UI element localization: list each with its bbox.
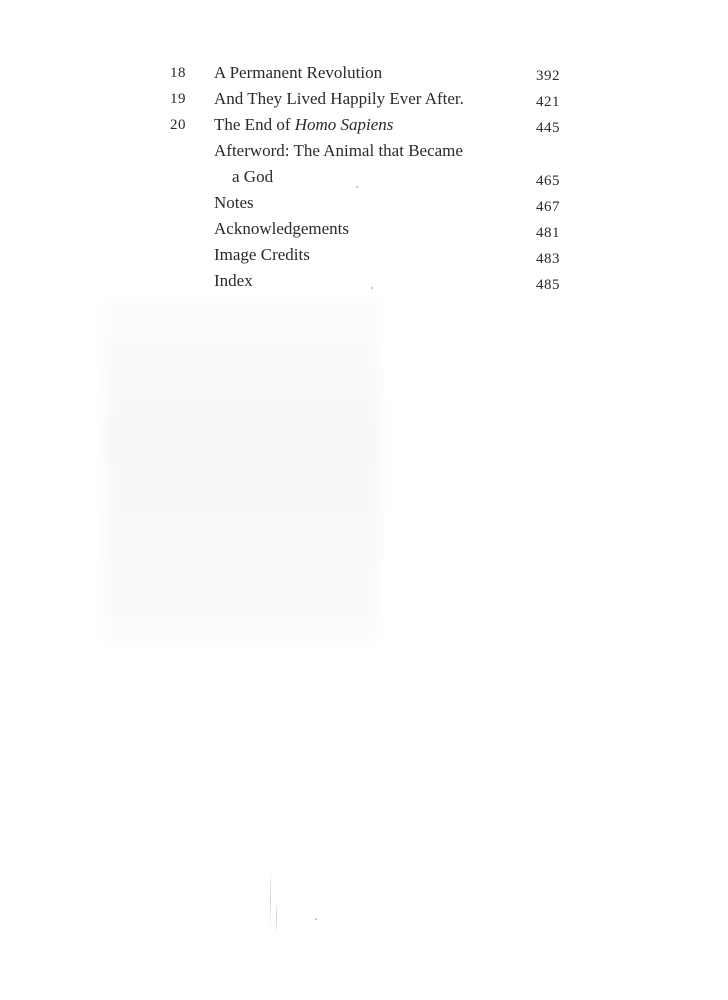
chapter-number: 18 <box>170 65 186 81</box>
toc-entry <box>160 216 560 242</box>
toc-entry-afterword-line2 <box>160 164 560 190</box>
toc-entry <box>160 268 560 294</box>
chapter-title-emphasis: Homo Sapiens <box>294 115 394 134</box>
page-number: 465 <box>536 173 560 189</box>
chapter-number: 19 <box>170 91 186 107</box>
chapter-number: 20 <box>170 117 186 133</box>
scan-speck <box>315 918 317 920</box>
scan-speck <box>356 186 358 188</box>
section-title: Image Credits <box>214 245 310 264</box>
section-title: Notes <box>214 193 254 212</box>
page-number: 421 <box>536 94 560 110</box>
scan-shadow <box>105 300 380 640</box>
chapter-title: And They Lived Happily Ever After. <box>214 89 464 108</box>
page-number: 485 <box>536 277 560 293</box>
afterword-title-line2: a God <box>232 167 274 186</box>
toc-entry <box>160 190 560 216</box>
table-of-contents <box>160 60 560 294</box>
chapter-title <box>214 112 393 138</box>
chapter-title: A Permanent Revolution <box>214 63 383 82</box>
afterword-title-line1: Afterword: The Animal that Became <box>214 141 463 160</box>
section-title: Index <box>214 271 253 290</box>
scan-artifact-line <box>276 900 277 935</box>
scan-artifact-line <box>270 868 271 928</box>
toc-entry <box>160 86 560 112</box>
page-number: 481 <box>536 225 560 241</box>
page-number: 445 <box>536 120 560 136</box>
section-title: Acknowledgements <box>214 219 350 238</box>
page-number: 483 <box>536 251 560 267</box>
toc-entry-afterword-line1 <box>160 138 560 164</box>
toc-entry <box>160 60 560 86</box>
page-number: 467 <box>536 199 560 215</box>
toc-entry <box>160 112 560 138</box>
toc-entry <box>160 242 560 268</box>
scan-speck <box>371 287 373 289</box>
page-number: 392 <box>536 68 560 84</box>
chapter-title-prefix: The End of <box>214 115 295 134</box>
